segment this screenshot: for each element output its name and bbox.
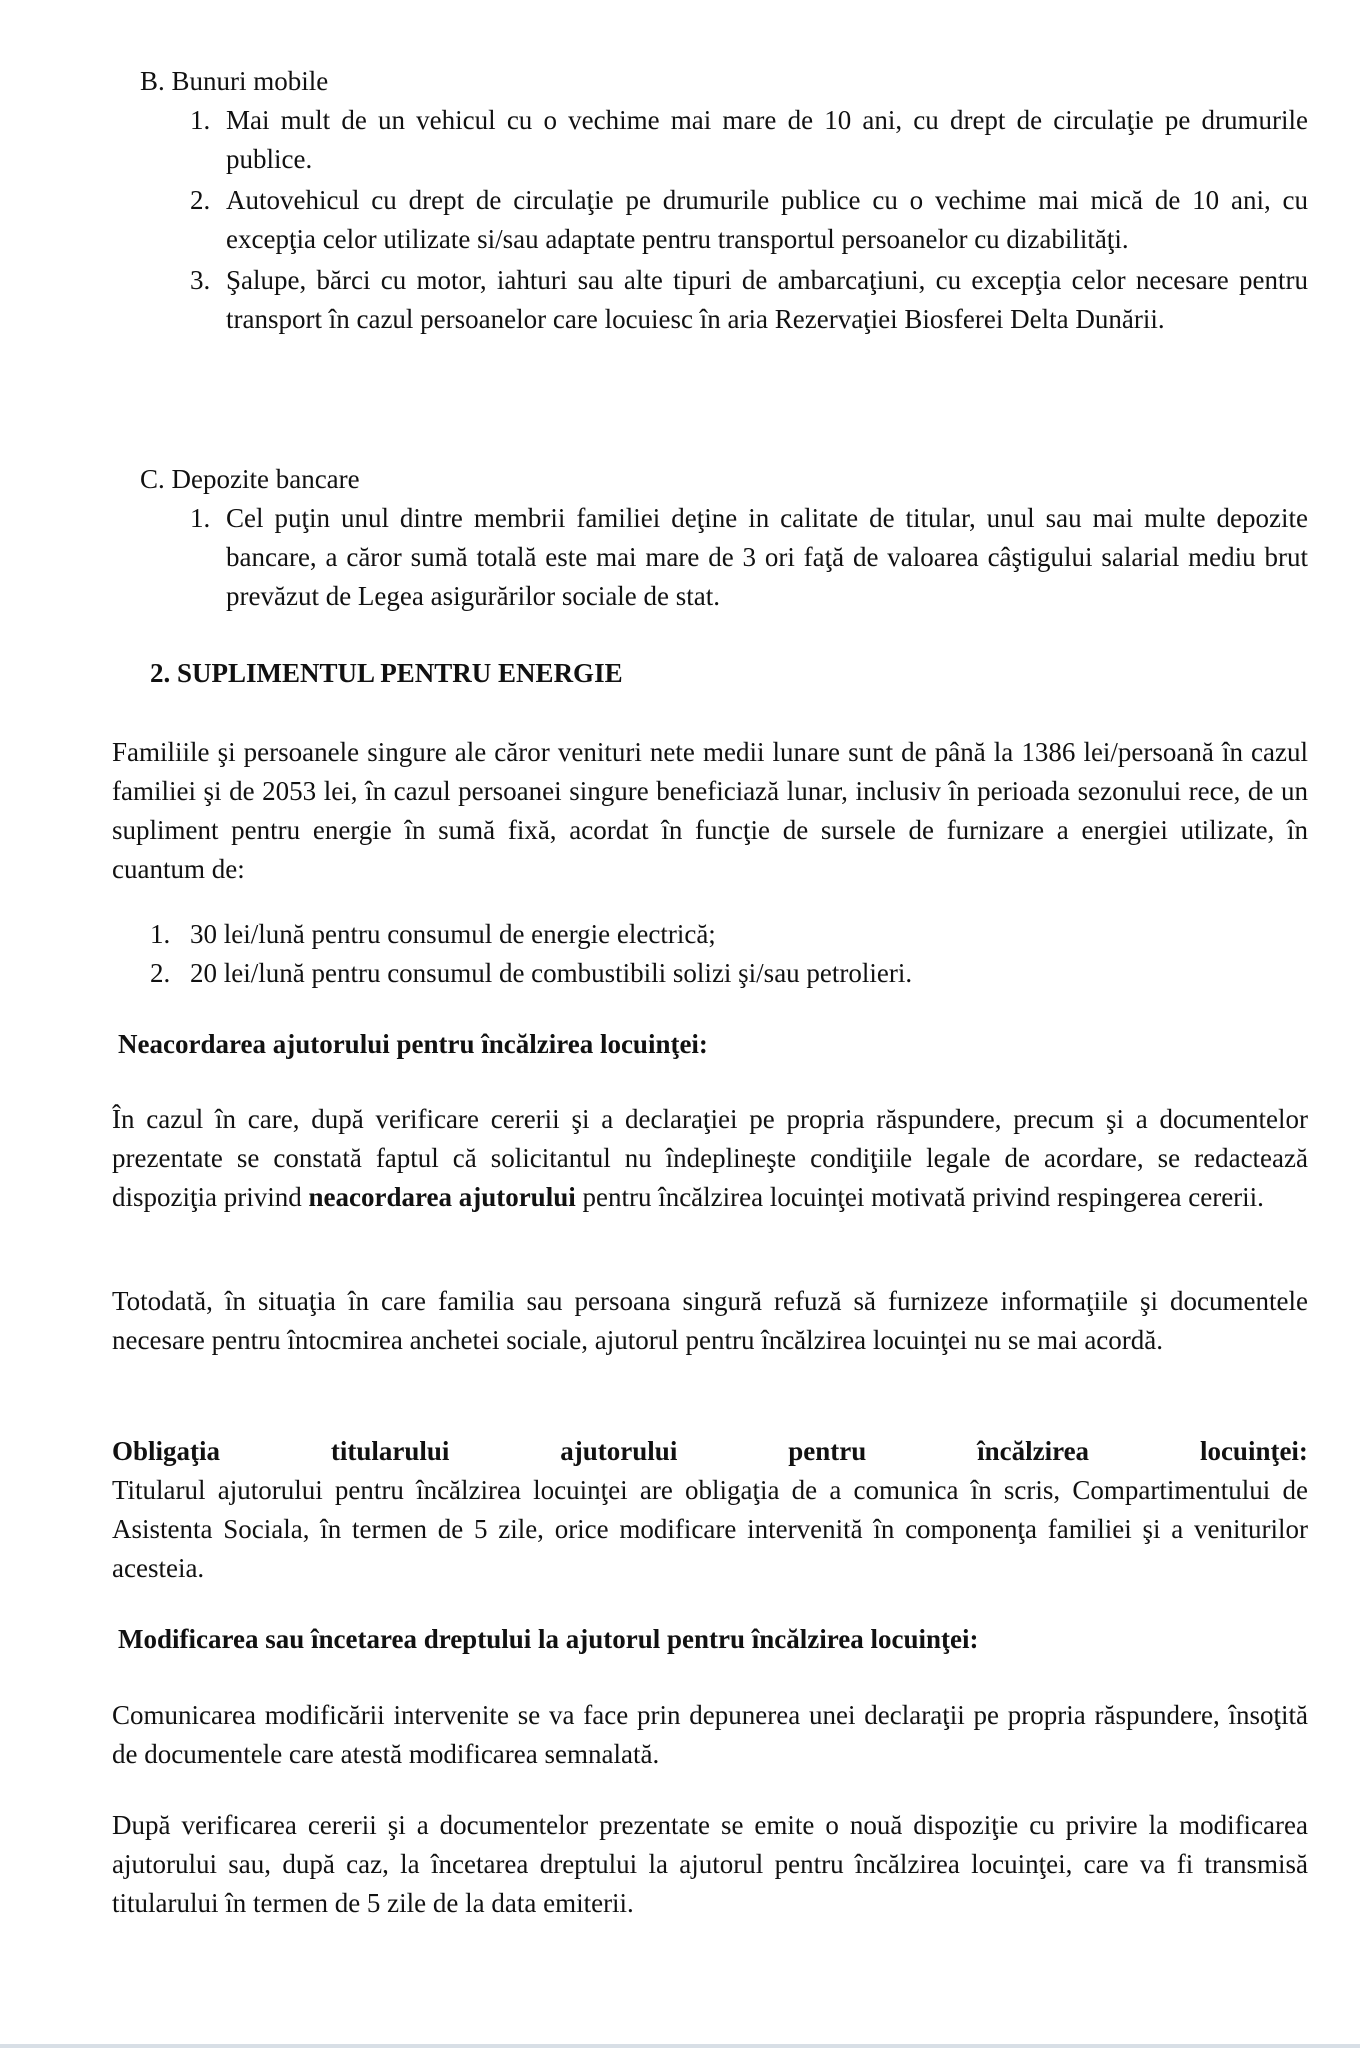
section-b-title: B. Bunuri mobile: [140, 66, 329, 96]
list-text: Şalupe, bărci cu motor, iahturi sau alte tipuri de ambarcaţiuni, cu excepţia celor necesare pentru transport în cazul persoanelor care locuiesc în aria Rezervaţiei Biosferei Delta Dunării.: [226, 265, 1308, 334]
obligatia-paragraph: Titularul ajutorului pentru încălzirea locuinţei are obligaţia de a comunica în scris, Compartimentului de Asistenta Sociala, în termen de 5 zile, orice modificare intervenită în componenţa familiei şi a veniturilor acesteia.: [112, 1475, 1308, 1583]
modificarea-heading: Modificarea sau încetarea dreptului la ajutorul pentru încălzirea locuinţei:: [118, 1624, 979, 1654]
list-text: Mai mult de un vehicul cu o vechime mai mare de 10 ani, cu drept de circulaţie pe drumurile publice.: [226, 105, 1308, 174]
list-number: 3.: [190, 265, 211, 295]
neacordare-bold-phrase: neacordarea ajutorului: [308, 1182, 576, 1212]
obligatia-heading: [112, 1432, 1308, 1471]
list-number: 1.: [190, 105, 211, 135]
list-text: Cel puţin unul dintre membrii familiei deţine in calitate de titular, unul sau mai multe depozite bancare, a căror sumă totală este mai mare de 3 ori faţă de valoarea câştigului salarial mediu brut prevăzut de Legea asigurărilor sociale de stat.: [226, 503, 1308, 611]
list-item: [150, 915, 1250, 954]
list-item: [190, 101, 1308, 179]
list-number: 2.: [150, 958, 171, 988]
list-number: 1.: [150, 919, 171, 949]
modificarea-paragraph-1: Comunicarea modificării intervenite se va face prin depunerea unei declaraţii pe propria răspundere, însoţită de documentele care atestă modificarea semnalată.: [112, 1700, 1308, 1769]
obligatia-heading-word: pentru: [788, 1436, 867, 1466]
section-b-list: [190, 101, 1308, 339]
list-item: [190, 499, 1308, 616]
supplement-list: [150, 915, 1250, 993]
obligatia-heading-word: ajutorului: [560, 1436, 678, 1466]
neacordare-text-start: În cazul în care, după verificare cererii şi a declaraţiei pe propria răspundere, precum şi a documentelor prezentate se constată faptul că solicitantul nu îndeplineşte condiţiile legale de acordare, se redactează dispoziţia privind: [112, 1104, 1308, 1212]
neacordare-heading: Neacordarea ajutorului pentru încălzirea locuinţei:: [118, 1029, 708, 1059]
obligatia-heading-word: încălzirea: [977, 1436, 1090, 1466]
list-text: 30 lei/lună pentru consumul de energie electrică;: [190, 919, 716, 949]
section-c-title: C. Depozite bancare: [140, 464, 360, 494]
neacordare-text-end: pentru încălzirea locuinţei motivată privind respingerea cererii.: [575, 1182, 1264, 1212]
obligatia-heading-word: titularului: [330, 1436, 450, 1466]
list-text: 20 lei/lună pentru consumul de combustibili solizi şi/sau petrolieri.: [190, 958, 913, 988]
modificarea-paragraph-2: După verificarea cererii şi a documentelor prezentate se emite o nouă dispoziţie cu privire la modificarea ajutorului sau, după caz, la încetarea dreptului la ajutorul pentru încălzirea locuinţei, care va fi transmisă titularului în termen de 5 zile de la data emiterii.: [112, 1810, 1308, 1918]
obligatia-heading-word: Obligaţia: [112, 1436, 221, 1466]
neacordare-paragraph-2: Totodată, în situaţia în care familia sau persoana singură refuză să furnizeze informaţiile şi documentele necesare pentru întocmirea anchetei sociale, ajutorul pentru încălzirea locuinţei nu se mai acordă.: [112, 1286, 1308, 1355]
list-text: Autovehicul cu drept de circulaţie pe drumurile publice cu o vechime mai mică de 10 ani, cu excepţia celor utilizate si/sau adaptate pentru transportul persoanelor cu dizabilităţi.: [226, 185, 1308, 254]
list-number: 1.: [190, 503, 211, 533]
neacordare-paragraph-1: [112, 1100, 1308, 1217]
supplement-heading: 2. SUPLIMENTUL PENTRU ENERGIE: [150, 658, 623, 688]
section-c-list: [190, 499, 1308, 616]
obligatia-heading-word: locuinţei:: [1199, 1436, 1308, 1466]
list-number: 2.: [190, 185, 211, 215]
list-item: [190, 261, 1308, 339]
supplement-paragraph: Familiile şi persoanele singure ale căror venituri nete medii lunare sunt de până la 1386 lei/persoană în cazul familiei şi de 2053 lei, în cazul persoanei singure beneficiază lunar, inclusiv în perioada sezonului rece, de un supliment pentru energie în sumă fixă, acordat în funcţie de sursele de furnizare a energiei utilizate, în cuantum de:: [112, 737, 1308, 884]
page-bottom-edge: [0, 2044, 1360, 2048]
list-item: [190, 181, 1308, 259]
list-item: [150, 954, 1250, 993]
